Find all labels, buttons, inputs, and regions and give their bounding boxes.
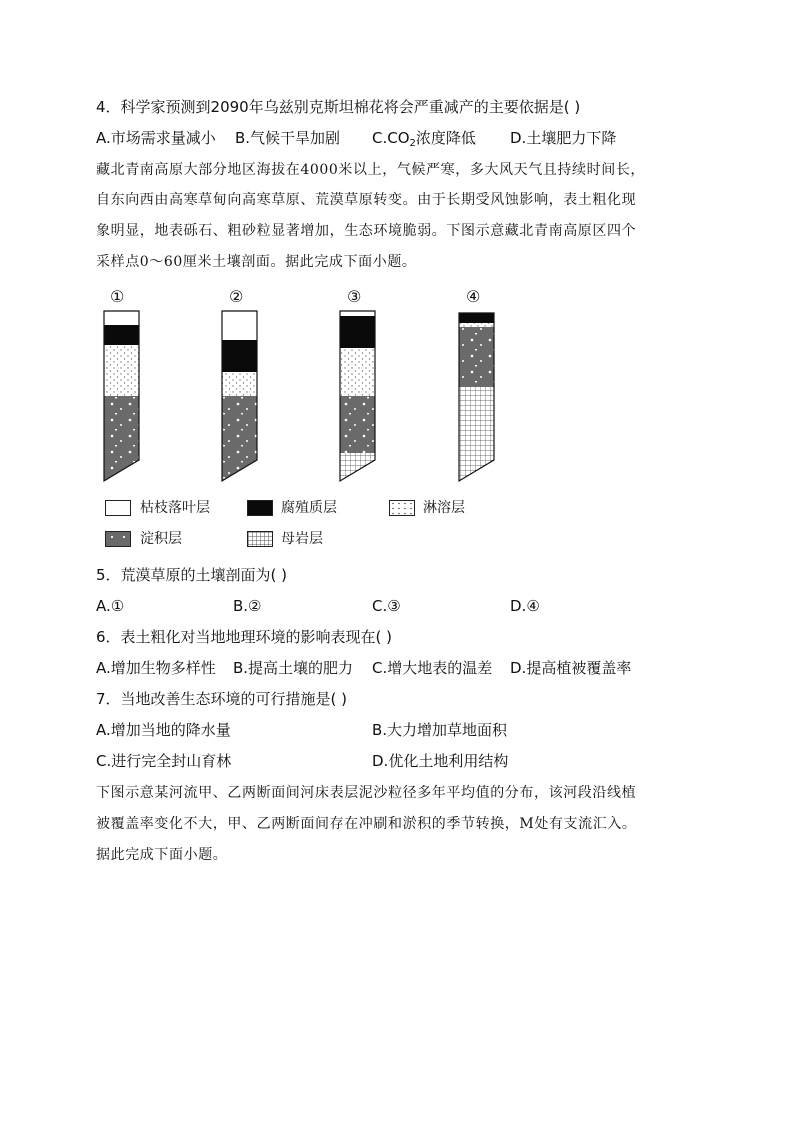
column-label-2: ② [229,287,244,306]
c2-illuvial-layer [222,396,257,481]
c2-litter-layer [222,311,257,340]
passage1-line-2: 自东向西由高寒草甸向高寒草原、荒漠草原转变。由于长期受风蚀影响，表土粗化现 [96,192,637,208]
q7-option-d[interactable]: D.优化土地利用结构 [372,752,509,770]
q4-option-a[interactable]: A.市场需求量减小 [96,129,216,147]
c4-illuvial-layer [459,327,494,387]
column-label-3: ③ [347,287,362,306]
c3-parent-layer [340,453,375,481]
c2-eluvial-layer [222,372,257,396]
c3-illuvial-layer [340,396,375,453]
q4-stem: 4．科学家预测到2090年乌兹别克斯坦棉花将会严重减产的主要依据是( ) [96,98,581,116]
c1-illuvial-layer [104,396,139,481]
c3-humus-layer [340,316,375,348]
profile-column-1 [104,311,139,481]
q4-option-c-pre: C.CO [372,129,410,147]
passage1-line-1: 藏北青南高原大部分地区海拔在4000米以上，气候严寒，多大风天气且持续时间长， [96,162,646,178]
legend-label-eluvial: 淋溶层 [423,500,465,516]
q4-option-c-sub: 2 [409,138,416,149]
passage2-line-3: 据此完成下面小题。 [96,847,228,863]
legend-label-humus: 腐殖质层 [281,500,337,516]
q6-stem: 6．表土粗化对当地地理环境的影响表现在( ) [96,628,393,646]
q4-option-d[interactable]: D.土壤肥力下降 [510,129,617,147]
legend-swatch-parent [247,531,273,547]
soil-profile-figure [0,0,794,500]
q5-option-d[interactable]: D.④ [510,597,540,615]
passage2-line-1: 下图示意某河流甲、乙两断面间河床表层泥沙粒径多年平均值的分布，该河段沿线植 [96,785,637,801]
q6-option-a[interactable]: A.增加生物多样性 [96,659,216,677]
legend-swatch-eluvial [389,500,415,516]
q7-stem: 7．当地改善生态环境的可行措施是( ) [96,690,348,708]
q6-option-d[interactable]: D.提高植被覆盖率 [510,659,632,677]
q5-option-a[interactable]: A.① [96,597,125,615]
c4-humus-layer [459,313,494,323]
legend-label-litter: 枯枝落叶层 [140,500,210,516]
profile-column-4 [459,313,494,481]
column-label-4: ④ [466,287,481,306]
legend-swatch-litter [105,500,131,516]
legend-swatch-illuvial [105,531,131,547]
legend-label-parent: 母岩层 [281,531,323,547]
q4-option-c-post: 浓度降低 [415,129,476,147]
q4-option-b[interactable]: B.气候干旱加剧 [235,129,341,147]
q7-option-b[interactable]: B.大力增加草地面积 [372,721,508,739]
c1-eluvial-layer [104,345,139,396]
q7-option-c[interactable]: C.进行完全封山育林 [96,752,232,770]
profile-column-3 [340,311,375,481]
c1-humus-layer [104,325,139,345]
q6-option-b[interactable]: B.提高土壤的肥力 [233,659,354,677]
q5-option-c[interactable]: C.③ [372,597,401,615]
q5-option-b[interactable]: B.② [233,597,262,615]
passage1-line-4: 采样点0～60厘米土壤剖面。据此完成下面小题。 [96,254,417,270]
c2-humus-layer [222,340,257,372]
legend-label-illuvial: 淀积层 [140,531,182,547]
q7-option-a[interactable]: A.增加当地的降水量 [96,721,231,739]
passage1-line-3: 象明显，地表砾石、粗砂粒显著增加，生态环境脆弱。下图示意藏北青南高原区四个 [96,223,637,239]
column-label-1: ① [110,287,125,306]
legend-swatch-humus [247,500,273,516]
c4-parent-layer [459,387,494,481]
q5-stem: 5．荒漠草原的土壤剖面为( ) [96,566,288,584]
profile-column-2 [222,311,257,481]
c1-litter-layer [104,311,139,325]
q6-option-c[interactable]: C.增大地表的温差 [372,659,493,677]
c4-eluvial-layer [459,323,494,327]
c3-eluvial-layer [340,348,375,396]
c3-litter-layer [340,311,375,316]
passage2-line-2: 被覆盖率变化不大，甲、乙两断面间存在冲刷和淤积的季节转换，M处有支流汇入。 [96,816,637,832]
